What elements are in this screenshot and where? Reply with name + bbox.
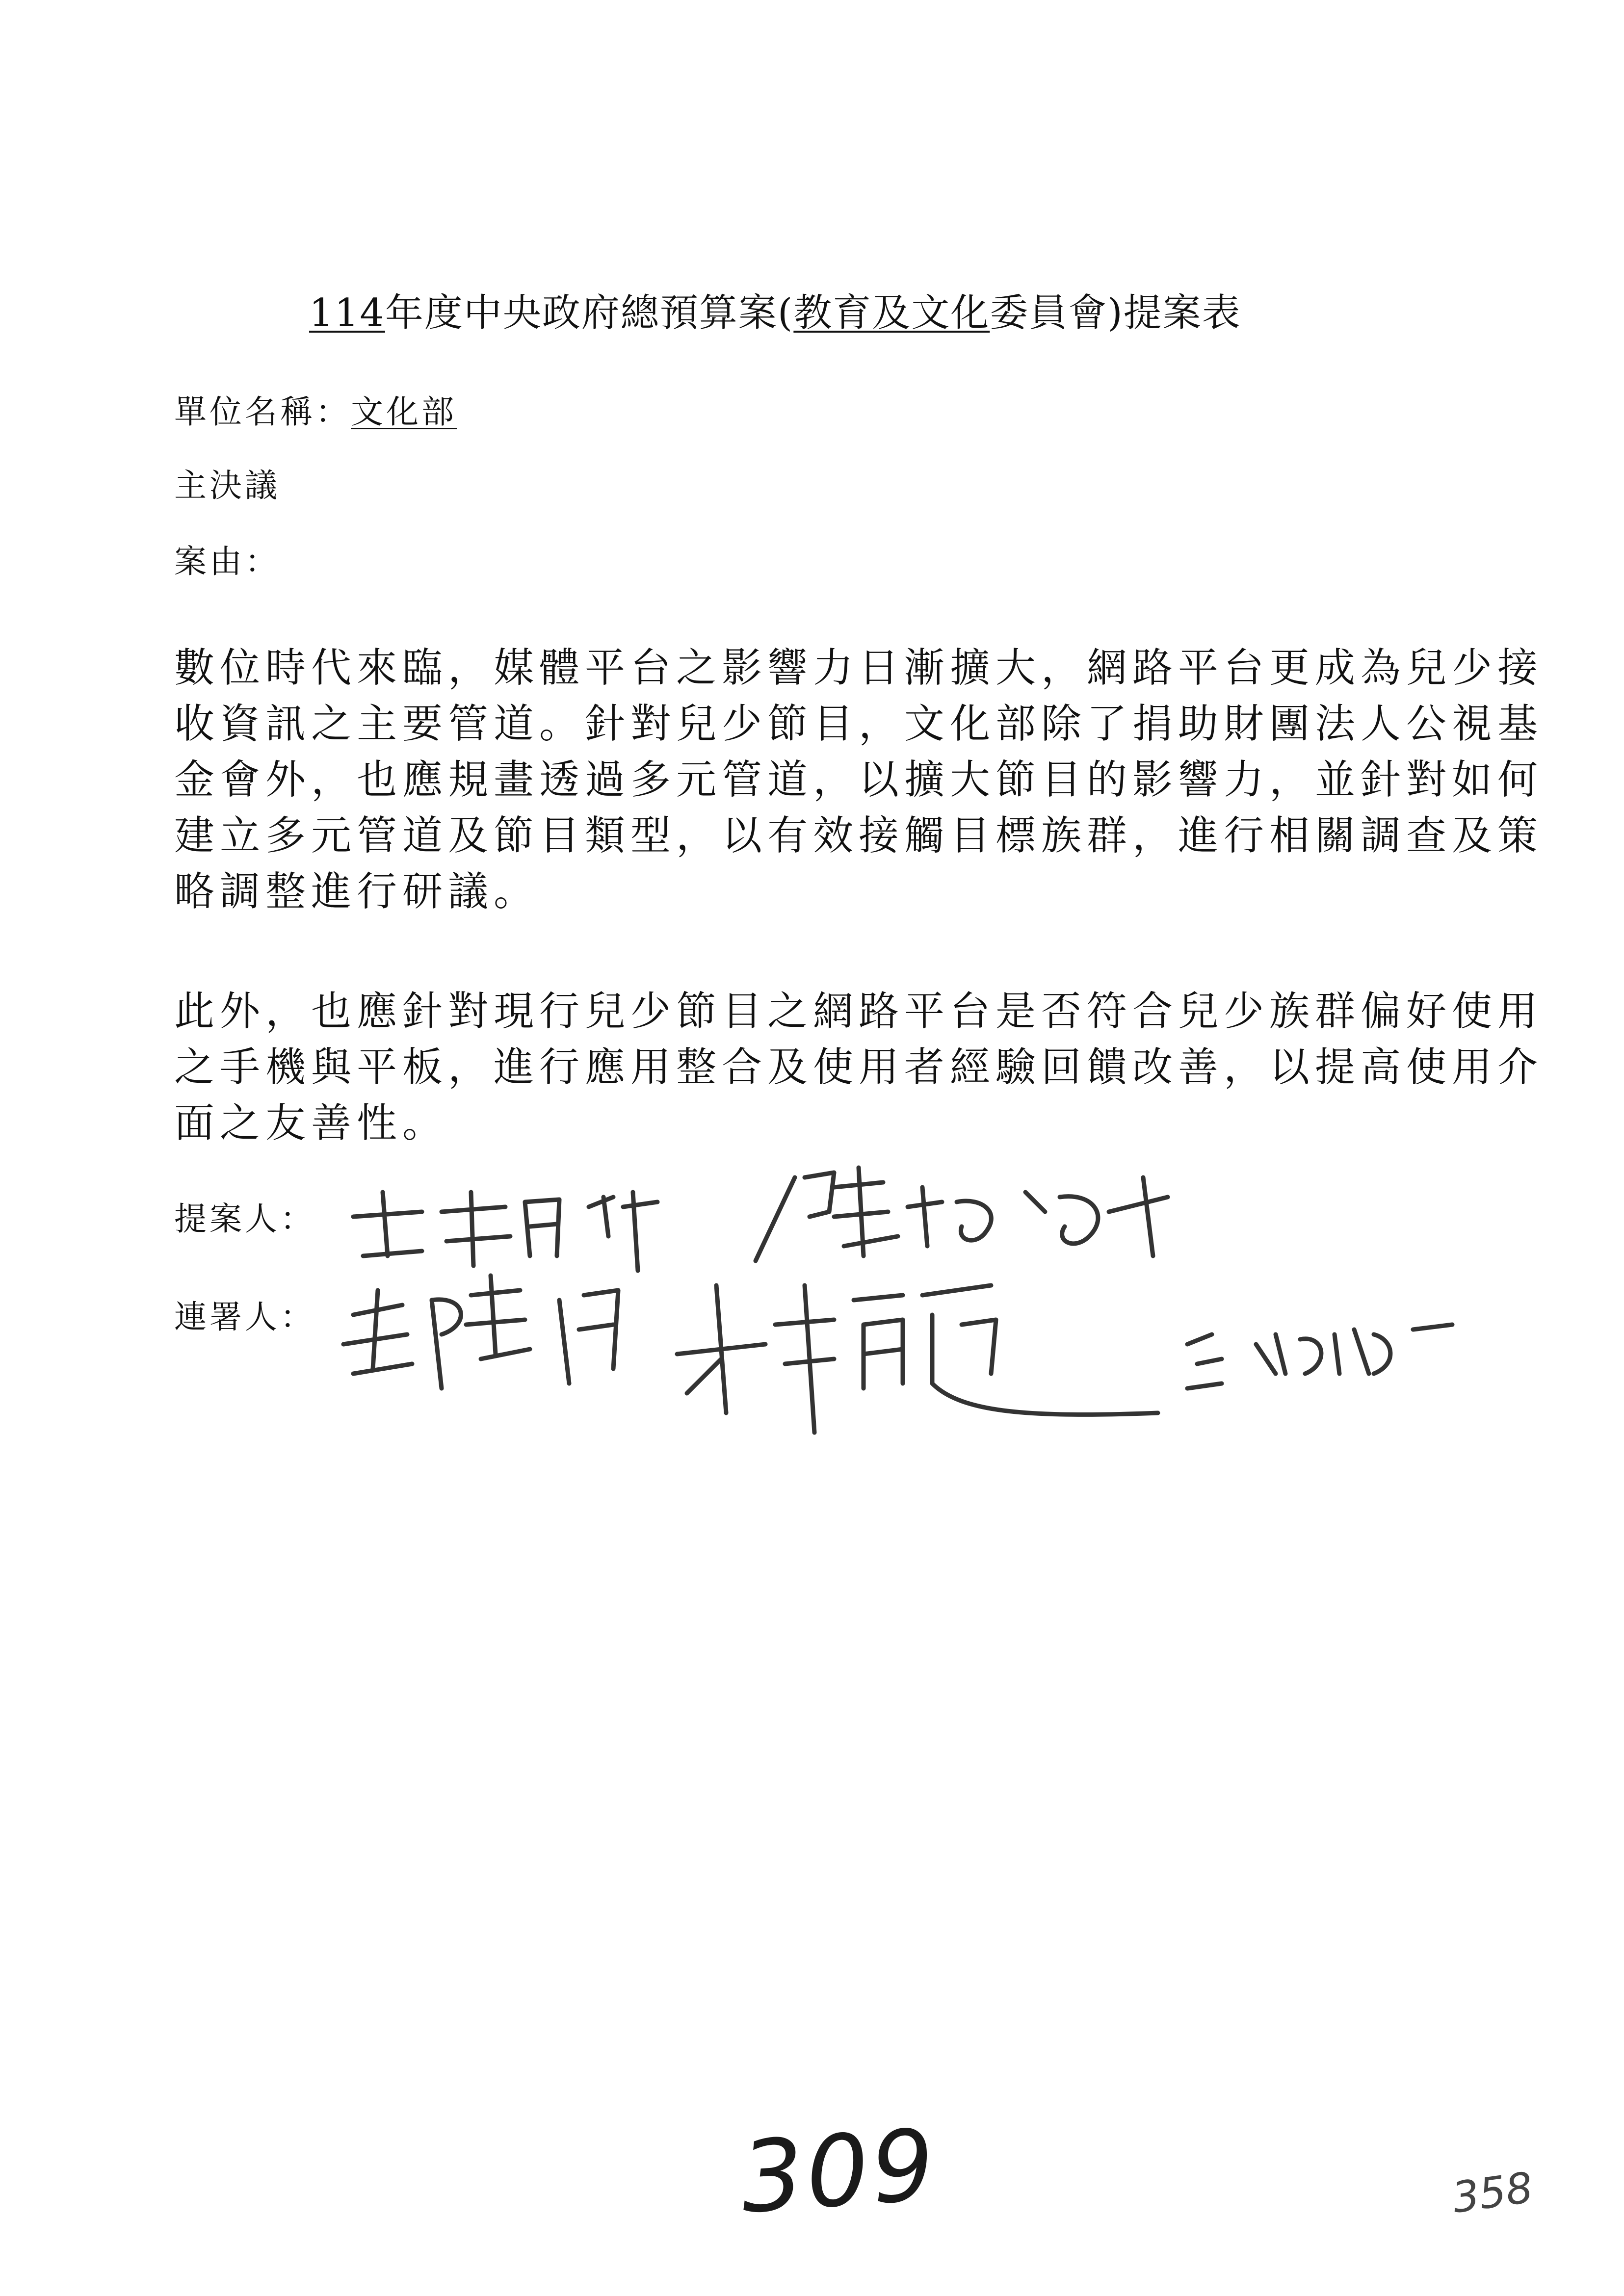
cosigner-label: 連署人：	[174, 1298, 315, 1336]
cosigner-signature-3	[1187, 1325, 1452, 1388]
reason-label: 案由：	[174, 543, 280, 580]
paragraph-line: 金會外，也應規畫透過多元管道，以擴大節目的影響力，並針對如何	[174, 757, 1544, 803]
page-number: 309	[737, 2108, 941, 2236]
paragraph-line: 收資訊之主要管道。針對兒少節目，文化部除了捐助財團法人公視基	[174, 701, 1544, 747]
paragraph-line: 之手機與平板，進行應用整合及使用者經驗回饋改善，以提高使用介	[174, 1044, 1544, 1091]
proposer-signature-2	[756, 1168, 1168, 1261]
proposer-label: 提案人：	[174, 1200, 315, 1238]
title-year: 114	[309, 291, 385, 335]
paragraph-line: 數位時代來臨，媒體平台之影響力日漸擴大，網路平台更成為兒少接	[174, 645, 1544, 691]
resolution-type: 主決議	[174, 467, 280, 504]
paragraph-line: 面之友善性。	[174, 1100, 448, 1147]
paragraph-line: 此外，也應針對現行兒少節目之網路平台是否符合兒少族群偏好使用	[174, 988, 1544, 1035]
cosigner-signature-2	[677, 1285, 1158, 1433]
title-part-2: 委員會)提案表	[990, 291, 1241, 335]
unit-field	[174, 390, 457, 434]
unit-value: 文化部	[351, 393, 457, 431]
reason-paragraph-2	[174, 984, 1544, 1151]
proposer-signature-1	[353, 1192, 657, 1271]
reason-paragraph-1	[174, 640, 1544, 920]
paragraph-line: 建立多元管道及節目類型，以有效接觸目標族群，進行相關調查及策	[174, 812, 1544, 859]
cosigner-signature-1	[343, 1276, 618, 1388]
title-committee: 教育及文化	[793, 291, 990, 335]
unit-label: 單位名稱：	[174, 393, 351, 431]
paragraph-line: 略調整進行研議。	[174, 868, 540, 915]
corner-number: 358	[1449, 2163, 1536, 2223]
title-part-1: 年度中央政府總預算案(	[385, 291, 794, 335]
document-title	[309, 288, 1364, 338]
